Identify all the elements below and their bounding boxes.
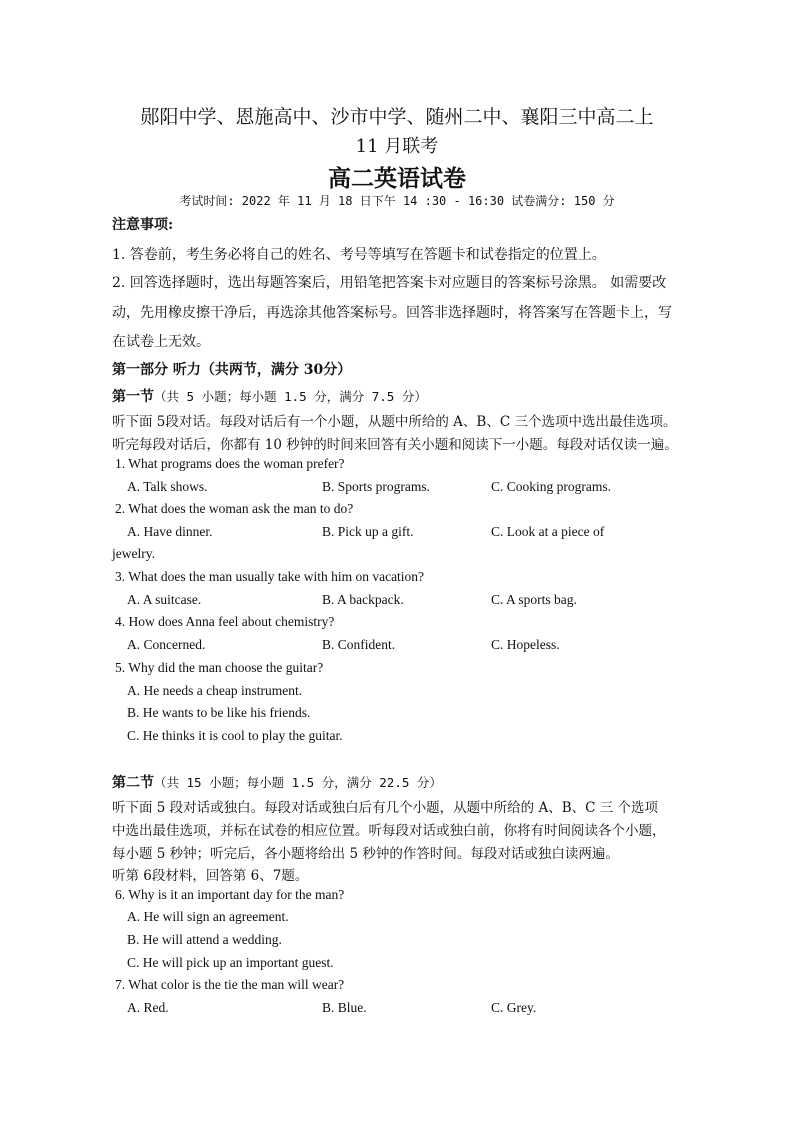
question-4-stem: 4. How does Anna feel about chemistry? [115,614,335,629]
question-2-option-a: A. Have dinner. [127,524,213,539]
exam-subtitle: 11 月联考 [355,136,439,157]
question-1-stem: 1. What programs does the woman prefer? [115,456,345,471]
question-7-option-a: A. Red. [127,1000,169,1015]
exam-title: 高二英语试卷 [328,165,466,192]
section2-instr-line3: 每小题 5 秒钟；听完后，各小题将给出 5 秒钟的作答时间。每段对话或独白读两遍。 [112,846,619,862]
question-4-option-c: C. Hopeless. [491,637,560,652]
question-3-option-a: A. A suitcase. [127,592,202,607]
schools-header: 郧阳中学、恩施高中、沙市中学、随州二中、襄阳三中高二上 [140,106,654,128]
question-5-option-b: B. He wants to be like his friends. [127,705,311,720]
question-2-stem: 2. What does the woman ask the man to do? [115,501,354,516]
question-4-option-b: B. Confident. [322,637,396,652]
section2-header [112,772,442,792]
section1-instr-line2: 听完每段对话后，你都有 10 秒钟的时间来回答有关小题和阅读下一小题。每段对话仅读一遍。 [112,437,678,453]
question-5-option-c: C. He thinks it is cool to play the guitar. [127,728,343,743]
section2-instr-line1: 听下面 5 段对话或独白。每段对话或独白后有几个小题，从题中所给的 A、B、C 三 个选项 [112,800,659,816]
question-1-option-c: C. Cooking programs. [491,479,611,494]
note-2-line2: 动，先用橡皮擦干净后，再选涂其他答案标号。回答非选择题时，将答案写在答题卡上，写 [112,305,672,321]
part1-heading: 第一部分 听力（共两节，满分 30分） [112,362,352,378]
question-5-option-a: A. He needs a cheap instrument. [127,683,303,698]
exam-info: 考试时间: 2022 年 11 月 18 日下午 14 :30 - 16:30 试卷满分: 150 分 [179,194,615,208]
question-6-option-a: A. He will sign an agreement. [127,909,289,924]
question-2-option-c-cont: jewelry. [112,546,155,561]
question-6-option-b: B. He will attend a wedding. [127,932,282,947]
question-7-stem: 7. What color is the tie the man will wear? [115,977,345,992]
question-6-stem: 6. Why is it an important day for the man? [115,887,345,902]
question-7-option-c: C. Grey. [491,1000,537,1015]
question-3-stem: 3. What does the man usually take with him on vacation? [115,569,425,584]
question-1-option-b: B. Sports programs. [322,479,430,494]
section2-material: 听第 6段材料，回答第 6、7题。 [112,868,309,884]
section2-info: （共 15 小题；每小题 1.5 分，满分 22.5 分） [154,775,442,790]
question-3-option-b: B. A backpack. [322,592,404,607]
question-2-option-c: C. Look at a piece of [491,524,605,539]
question-7-option-b: B. Blue. [322,1000,367,1015]
question-5-stem: 5. Why did the man choose the guitar? [115,660,324,675]
question-6-option-c: C. He will pick up an important guest. [127,955,334,970]
question-3-option-c: C. A sports bag. [491,592,577,607]
note-2-line3: 在试卷上无效。 [112,334,210,350]
note-1: 1. 答卷前，考生务必将自己的姓名、考号等填写在答题卡和试卷指定的位置上。 [112,247,606,263]
section1-header [112,386,427,406]
section2-instr-line2: 中选出最佳选项，并标在试卷的相应位置。听每段对话或独白前，你将有时间阅读各个小题， [112,823,666,839]
section2-title: 第二节 [112,775,154,791]
question-2-option-b: B. Pick up a gift. [322,524,414,539]
note-2-line1: 2. 回答选择题时，选出每题答案后，用铅笔把答案卡对应题目的答案标号涂黑。 如需要改 [112,275,667,291]
question-1-option-a: A. Talk shows. [127,479,208,494]
question-4-option-a: A. Concerned. [127,637,206,652]
section1-title: 第一节 [112,389,154,405]
notes-heading: 注意事项: [112,217,174,233]
section1-instr-line1: 听下面 5段对话。每段对话后有一个小题，从题中所给的 A、B、C 三个选项中选出最佳选项。 [112,414,677,430]
section1-info: （共 5 小题；每小题 1.5 分，满分 7.5 分） [154,389,427,404]
